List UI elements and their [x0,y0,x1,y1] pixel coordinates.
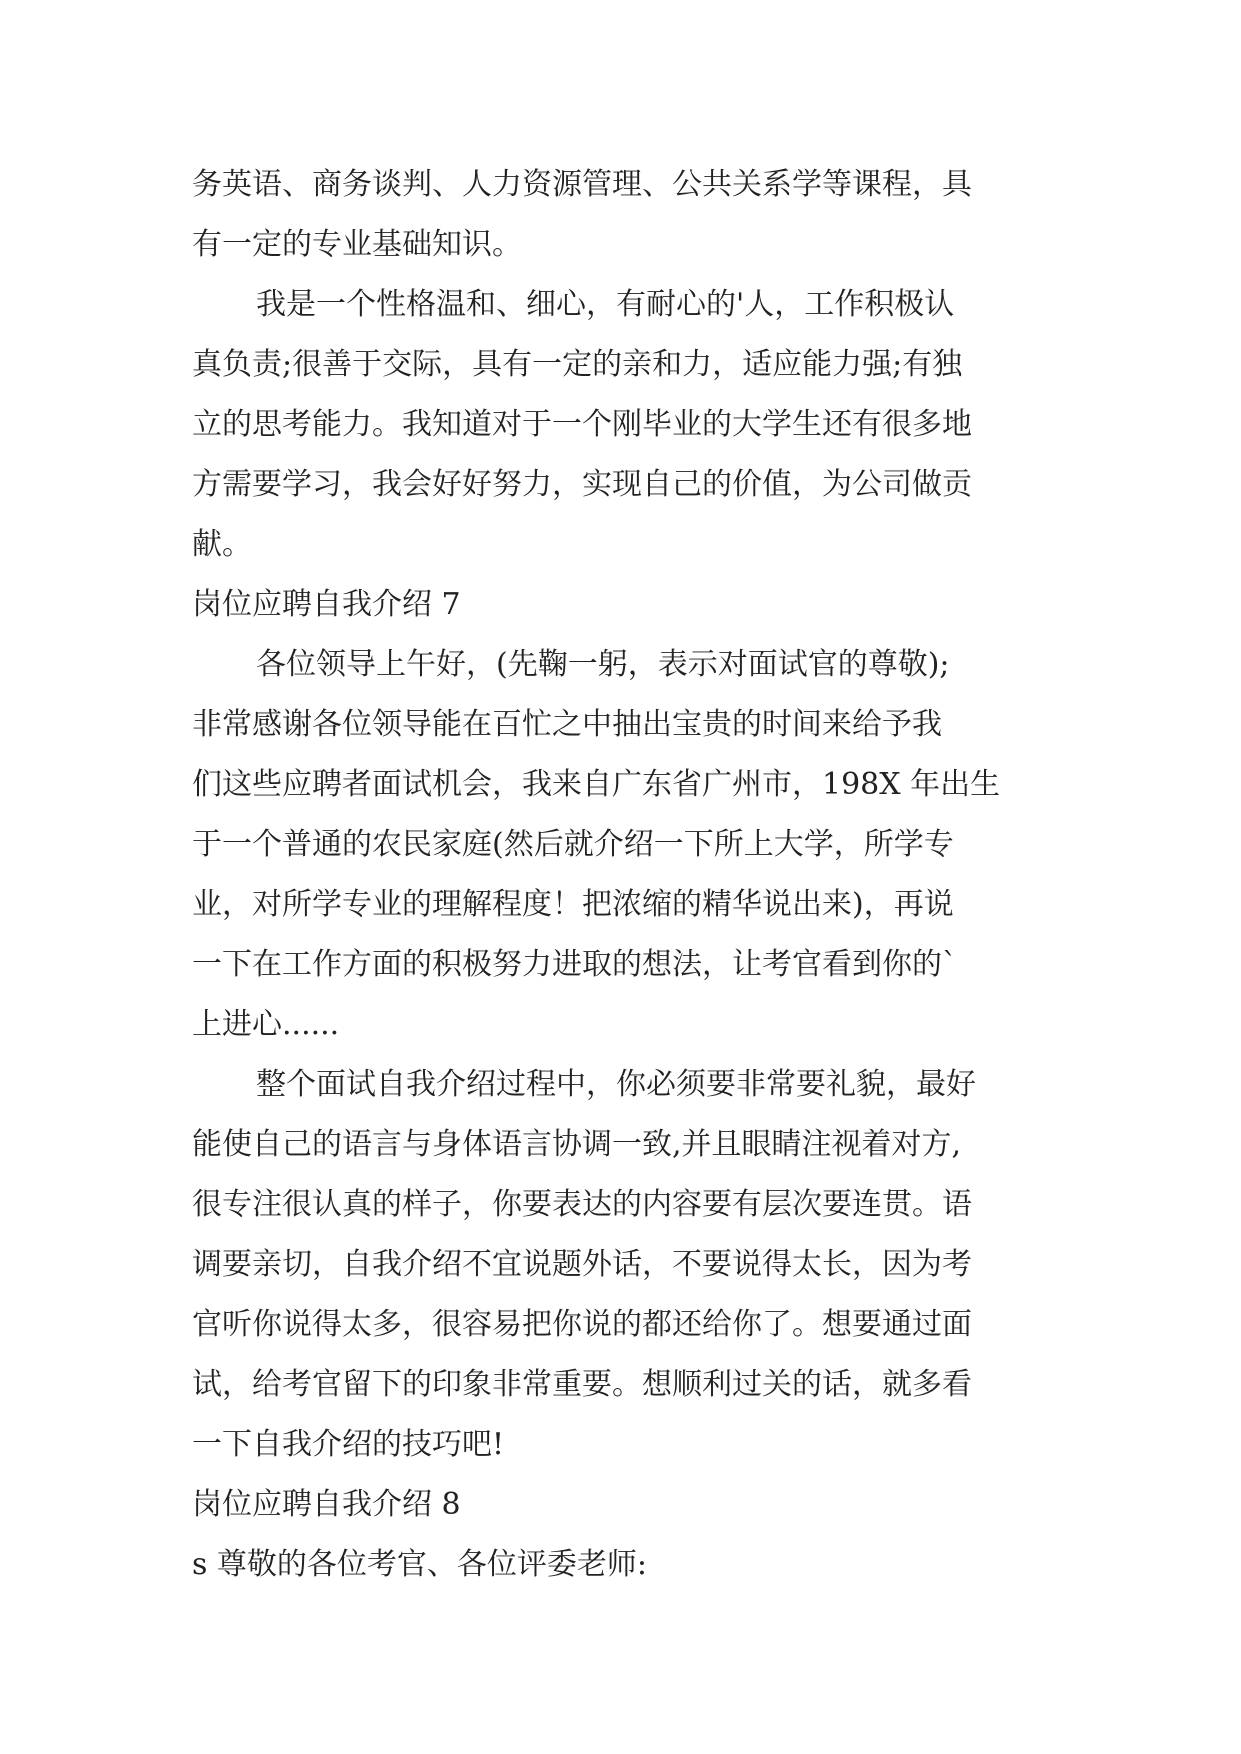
section-heading: 岗位应聘自我介绍 8 [192,1487,461,1522]
text-line: 方需要学习，我会好好努力，实现自己的价值，为公司做贡 [192,467,972,502]
text-line: 官听你说得太多，很容易把你说的都还给你了。想要通过面 [192,1307,972,1342]
text-line: 们这些应聘者面试机会，我来自广东省广州市，198X 年出生 [192,767,1001,802]
section-heading: 岗位应聘自我介绍 7 [192,587,461,622]
text-line: 调要亲切，自我介绍不宜说题外话，不要说得太长，因为考 [192,1247,972,1282]
text-line: 一下在工作方面的积极努力进取的想法，让考官看到你的` [192,947,957,982]
paragraph-start-line: 整个面试自我介绍过程中，你必须要非常要礼貌，最好 [256,1067,976,1102]
text-line: 上进心...... [192,1007,340,1042]
text-line: 很专注很认真的样子，你要表达的内容要有层次要连贯。语 [192,1187,972,1222]
text-line: 一下自我介绍的技巧吧! [192,1427,505,1462]
paragraph-start-line: 我是一个性格温和、细心，有耐心的'人，工作积极认 [256,287,955,322]
document-body [192,155,1052,1595]
text-line: 于一个普通的农民家庭(然后就介绍一下所上大学，所学专 [192,827,954,862]
paragraph-start-line: 各位领导上午好，(先鞠一躬，表示对面试官的尊敬); [256,647,950,682]
text-line: 务英语、商务谈判、人力资源管理、公共关系学等课程，具 [192,167,972,202]
text-line: s 尊敬的各位考官、各位评委老师: [192,1547,648,1582]
text-line: 能使自己的语言与身体语言协调一致,并且眼睛注视着对方, [192,1127,962,1162]
text-line: 有一定的专业基础知识。 [192,227,522,262]
text-line: 试，给考官留下的印象非常重要。想顺利过关的话，就多看 [192,1367,972,1402]
text-line: 献。 [192,527,252,562]
text-line: 真负责;很善于交际，具有一定的亲和力，适应能力强;有独 [192,347,963,382]
text-line: 业，对所学专业的理解程度！把浓缩的精华说出来)，再说 [192,887,954,922]
text-line: 非常感谢各位领导能在百忙之中抽出宝贵的时间来给予我 [192,707,942,742]
text-line: 立的思考能力。我知道对于一个刚毕业的大学生还有很多地 [192,407,972,442]
